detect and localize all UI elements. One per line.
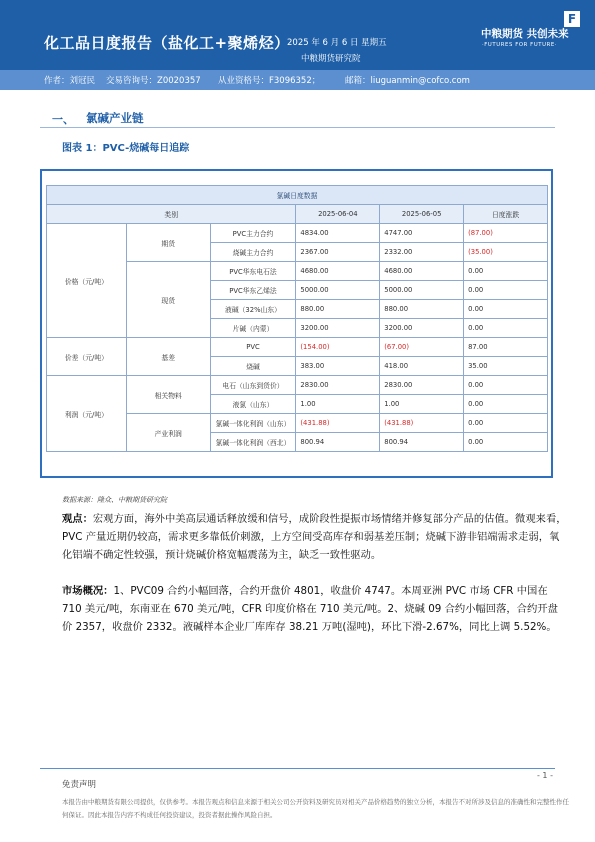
row-label: 片碱（内蒙）	[210, 319, 296, 338]
figure-title: 图表 1：PVC-烧碱每日追踪	[62, 143, 190, 154]
cell-value: 880.00	[380, 300, 464, 319]
cell-change: 0.00	[464, 262, 548, 281]
cell-value: 880.00	[296, 300, 380, 319]
cell-value: 418.00	[380, 357, 464, 376]
viewpoint-label: 观点：	[62, 513, 93, 525]
header-category: 类别	[47, 205, 296, 224]
cell-change: 0.00	[464, 300, 548, 319]
report-institute: 中粮期货研究院	[301, 54, 361, 64]
viewpoint-text: 宏观方面，海外中美高层通话释放缓和信号，成阶段性提振市场情绪并修复部分产品的估值。微观来看，PVC 产量近期仍较高，需求更多靠低价刺激，上方空间受高库存和弱基差压制；烧碱下游非铝端需求走弱，氧化铝端不确定性较强，预计烧碱价格宽幅震荡为主，缺乏一致性驱动。	[62, 513, 567, 561]
report-title: 化工品日度报告（盐化工+聚烯烃）	[44, 34, 290, 52]
cell-value: 3200.00	[380, 319, 464, 338]
cell-change: 0.00	[464, 414, 548, 433]
subgroup-spot: 现货	[126, 262, 210, 338]
cell-value: (431.88)	[380, 414, 464, 433]
market-text: 1、PVC09 合约小幅回落，合约开盘价 4801，收盘价 4747。本周亚洲 PVC 市场 CFR 中国在 710 美元/吨，东南亚在 670 美元/吨，CFR 印度价格在 710 美元/吨。2、烧碱 09 合约小幅回落，合约开盘价 2357，收盘价 2332。液碱样本企业厂库库存 38.21 万吨(湿吨)，环比下滑-2.67%，同比上调 5.52%。	[62, 585, 558, 633]
subgroup-industry: 产业利润	[126, 414, 210, 452]
section-divider	[40, 127, 555, 128]
subgroup-futures: 期货	[126, 224, 210, 262]
row-label: PVC	[210, 338, 296, 357]
chlor-alkali-table	[46, 185, 548, 452]
author-name: 作者：刘冠民	[44, 76, 96, 86]
cell-value: 383.00	[296, 357, 380, 376]
company-logo-slogan: ·FUTURES FOR FUTURE·	[482, 42, 558, 48]
cell-change: 35.00	[464, 357, 548, 376]
cell-value: (431.88)	[296, 414, 380, 433]
cell-value: 4680.00	[296, 262, 380, 281]
row-label: 烧碱主力合约	[210, 243, 296, 262]
cell-value: (154.00)	[296, 338, 380, 357]
practice-id: 从业资格号：F3096352；	[218, 76, 321, 86]
cell-change: (87.00)	[464, 224, 548, 243]
row-label: PVC主力合约	[210, 224, 296, 243]
cell-value: 4680.00	[380, 262, 464, 281]
section-title: 氯碱产业链	[86, 111, 144, 125]
cell-value: 1.00	[380, 395, 464, 414]
cell-value: 5000.00	[380, 281, 464, 300]
cell-value: 2830.00	[296, 376, 380, 395]
group-profit: 利润（元/吨）	[47, 376, 127, 452]
cell-value: 800.94	[380, 433, 464, 452]
page-number: - 1 -	[537, 771, 553, 780]
market-paragraph	[62, 582, 567, 636]
table-row	[47, 376, 548, 395]
viewpoint-paragraph	[62, 510, 567, 564]
row-label: 电石（山东到货价）	[210, 376, 296, 395]
cell-value: (67.00)	[380, 338, 464, 357]
table-header-row	[47, 205, 548, 224]
cell-change: (35.00)	[464, 243, 548, 262]
row-label: 烧碱	[210, 357, 296, 376]
row-label: PVC华东电石法	[210, 262, 296, 281]
cell-change: 0.00	[464, 395, 548, 414]
row-label: 氯碱一体化利润（西北）	[210, 433, 296, 452]
header-date-1: 2025-06-04	[296, 205, 380, 224]
table-row	[47, 224, 548, 243]
group-spread: 价差（元/吨）	[47, 338, 127, 376]
section-number: 一、	[52, 113, 74, 126]
author-email[interactable]: 邮箱：liuguanmin@cofco.com	[345, 76, 470, 86]
cell-change: 0.00	[464, 433, 548, 452]
disclaimer-title: 免责声明	[62, 780, 97, 790]
cell-change: 0.00	[464, 319, 548, 338]
author-bar	[0, 70, 595, 90]
cell-value: 5000.00	[296, 281, 380, 300]
cell-value: 2830.00	[380, 376, 464, 395]
cell-value: 4747.00	[380, 224, 464, 243]
trading-id: 交易咨询号：Z0020357	[106, 76, 201, 86]
cell-value: 800.94	[296, 433, 380, 452]
table-name: 氯碱日度数据	[47, 186, 548, 205]
subgroup-basis: 基差	[126, 338, 210, 376]
row-label: 氯碱一体化利润（山东）	[210, 414, 296, 433]
table-row	[47, 338, 548, 357]
cell-value: 4834.00	[296, 224, 380, 243]
cell-value: 2367.00	[296, 243, 380, 262]
row-label: 液碱（32%山东）	[210, 300, 296, 319]
footer-divider	[40, 768, 555, 769]
cell-change: 0.00	[464, 281, 548, 300]
header-change: 日度涨跌	[464, 205, 548, 224]
subgroup-related: 相关物料	[126, 376, 210, 414]
row-label: PVC华东乙烯法	[210, 281, 296, 300]
data-source: 数据来源：隆众、中粮期货研究院	[62, 496, 167, 504]
report-banner	[0, 0, 595, 70]
header-date-2: 2025-06-05	[380, 205, 464, 224]
cell-value: 3200.00	[296, 319, 380, 338]
report-date: 2025 年 6 月 6 日 星期五	[287, 38, 387, 48]
cell-change: 87.00	[464, 338, 548, 357]
cell-value: 2332.00	[380, 243, 464, 262]
section-header	[0, 92, 595, 128]
cell-change: 0.00	[464, 376, 548, 395]
group-price: 价格（元/吨）	[47, 224, 127, 338]
disclaimer-text: 本报告由中粮期货有限公司提供，仅供参考。本报告观点和信息来源于相关公司公开资料及研究员对相关产品价格趋势的独立分析，本报告不对所涉及信息的准确性和完整性作任何保证。因此本报告内容不构成任何投资建议，投资者据此操作风险自担。	[62, 798, 569, 819]
company-logo-text: 中粮期货 共创未来	[481, 28, 569, 40]
cell-value: 1.00	[296, 395, 380, 414]
market-label: 市场概况：	[62, 585, 114, 597]
row-label: 液氯（山东）	[210, 395, 296, 414]
company-logo-icon: F	[564, 11, 580, 27]
